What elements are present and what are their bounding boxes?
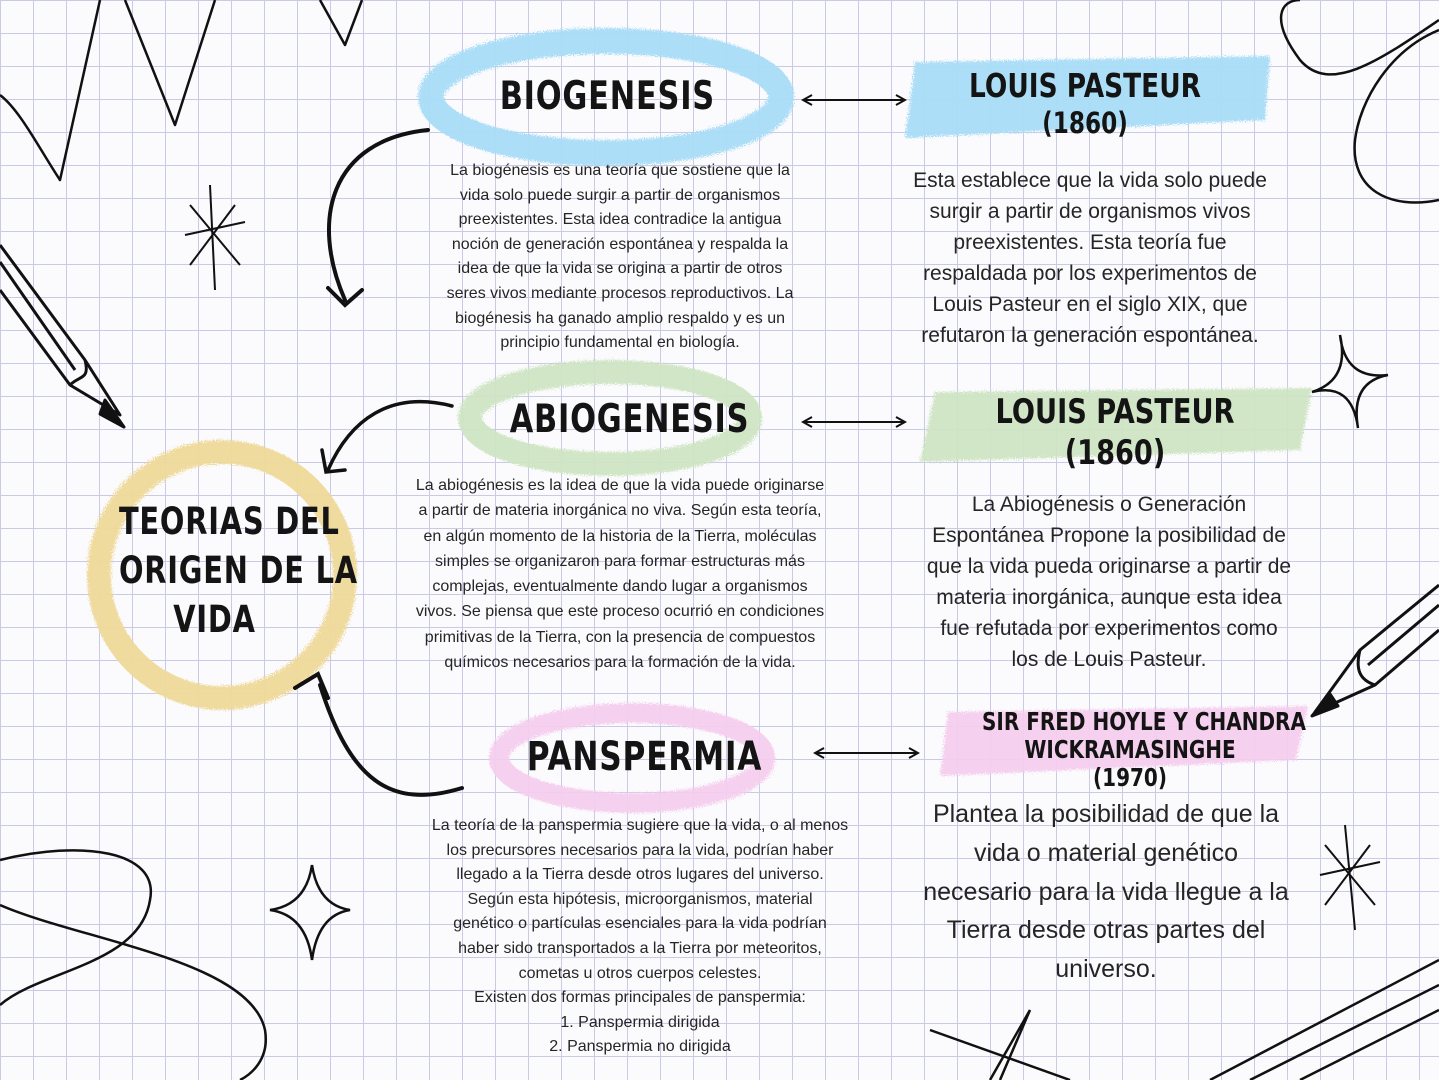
text-line: en algún momento de la historia de la Tierra, moléculas [423,527,817,545]
text-line: complejas, eventualmente dando lugar a organismos [432,578,808,596]
abiogenesis-title: ABIOGENESIS [509,397,750,442]
zigzag-scribble [0,0,362,180]
text-line: Según esta hipótesis, microorganismos, material [467,890,813,908]
text-line: Existen dos formas principales de panspermia: [474,989,806,1007]
biogenesis-author-year: (1860) [1042,106,1128,140]
text-line: que la vida pueda originarse a partir de [926,555,1292,578]
text-line: llegado a la Tierra desde otros lugares del universo. [456,866,824,884]
author-name-line: WICKRAMASINGHE [1024,735,1236,764]
text-line: refutaron la generación espontánea. [921,324,1259,347]
text-line: genético o partículas esenciales para la vida podrían [453,915,827,933]
text-line: vida solo puede surgir a partir de organismos [459,186,781,204]
central-title-line: ORIGEN DE LA [118,549,358,592]
text-line: a partir de materia inorgánica no viva. Según esta teoría, [418,502,822,520]
text-line: La abiogénesis es la idea de que la vida puede originarse [415,477,825,494]
pencil-icon-left [0,245,124,427]
abiogenesis-author-name: LOUIS PASTEUR [995,392,1235,432]
text-line: Louis Pasteur en el siglo XIX, que [932,293,1248,316]
text-line: surgir a partir de organismos vivos [929,200,1251,223]
biogenesis-author-name: LOUIS PASTEUR [969,66,1201,105]
text-line: simples se organizaron para formar estructuras más [435,552,805,570]
asterisk-sparkle-icon-left [185,185,245,290]
central-title-line: VIDA [173,598,256,641]
author-name-line: SIR FRED HOYLE Y CHANDRA [982,707,1306,736]
panspermia-author-name [982,707,1306,792]
text-line: Espontánea Propone la posibilidad de [932,524,1286,547]
asterisk-sparkle-icon-right [1320,825,1380,930]
biogenesis-title: BIOGENESIS [499,74,715,119]
text-line: preexistentes. Esta teoría fue [953,231,1227,254]
text-line: vida o material genético [973,838,1239,867]
text-line: 2. Panspermia no dirigida [549,1038,731,1056]
text-line: La Abiogénesis o Generación [971,493,1247,516]
star-sparkle-icon-bottom [270,865,350,960]
loop-scribble-top-right [1281,0,1439,203]
curved-arrow-abiogenesis [328,402,452,470]
abiogenesis-author-text [880,489,1338,675]
text-line: los de Louis Pasteur. [1011,648,1207,671]
text-line: 1. Panspermia dirigida [560,1013,720,1031]
text-line: Esta establece que la vida solo puede [913,169,1267,192]
text-line: universo. [1055,955,1157,984]
text-line: Tierra desde otras partes del [946,916,1266,945]
panspermia-author-text [890,795,1322,989]
central-title [118,497,358,644]
curved-arrow-panspermia [320,685,462,795]
central-title-line: TEORIAS DEL [118,500,340,543]
text-line: La biogénesis es una teoría que sostiene que la [450,162,790,179]
text-line: idea de que la vida se origina a partir de otros [457,260,783,278]
text-line: necesario para la vida llegue a la [923,877,1289,906]
loop-scribble-bottom-left [0,850,266,1080]
biogenesis-description [400,159,840,356]
panspermia-title: PANSPERMIA [526,734,763,780]
text-line: preexistentes. Esta idea contradice la antigua [458,211,782,229]
text-line: primitivas de la Tierra, con la presencia de compuestos [424,628,816,646]
text-line: seres vivos mediante procesos reproductivos. La [446,284,794,302]
text-line: principio fundamental en biología. [500,334,740,352]
text-line: Plantea la posibilidad de que la [932,800,1280,828]
text-line: haber sido transportados a la Tierra por meteoritos, [458,939,822,957]
abiogenesis-description [375,473,865,675]
text-line: cometas u otros cuerpos celestes. [518,964,762,982]
abiogenesis-author-year: (1860) [1064,433,1166,473]
text-line: La teoría de la panspermia sugiere que la vida, o al menos [431,817,849,834]
star-sparkle-icon-right [1312,335,1388,428]
text-line: químicos necesarios para la formación de la vida. [444,654,796,672]
text-line: materia inorgánica, aunque esta idea [936,586,1282,609]
author-year: (1970) [1093,763,1167,792]
text-line: noción de generación espontánea y respalda la [451,235,789,253]
biogenesis-author-text [880,165,1300,351]
text-line: los precursores necesarios para la vida, podrían haber [446,841,834,859]
text-line: biogénesis ha ganado amplio respaldo y es un [454,309,785,327]
text-line: respaldada por los experimentos de [923,262,1257,285]
text-line: fue refutada por experimentos como [940,617,1278,640]
panspermia-description [395,814,885,1060]
text-line: vivos. Se piensa que este proceso ocurrió en condiciones [415,603,825,621]
